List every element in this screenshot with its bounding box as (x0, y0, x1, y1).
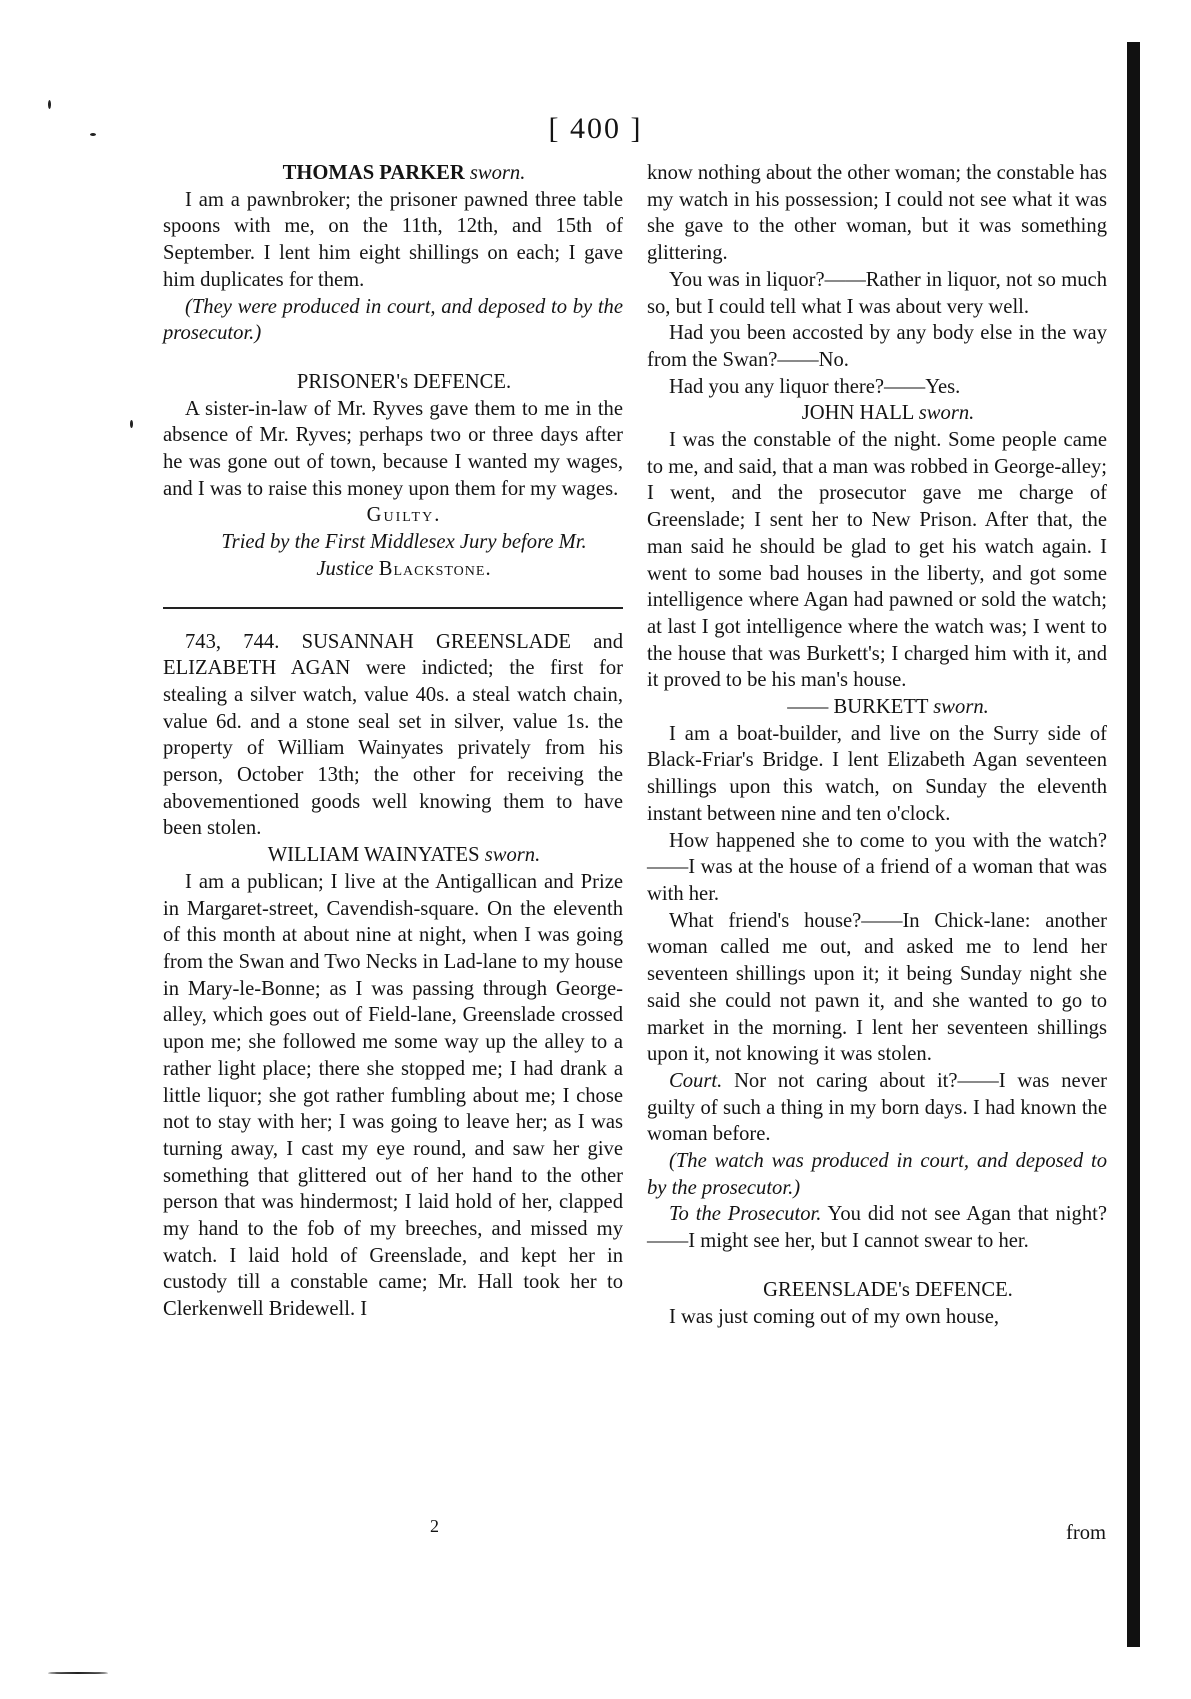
sworn-label: sworn. (918, 402, 975, 425)
witness-name: —— BURKETT (787, 696, 929, 719)
court-label: Court. (669, 1069, 723, 1092)
question-answer: Had you been accosted by any body else in the way from the Swan?——No. (647, 322, 1107, 371)
prosecutor-label: To the Prosecutor. (669, 1203, 822, 1226)
testimony-paragraph: I was the constable of the night. Some people came to me, and said, that a man was robbed in George-alley; I went, and the prosecutor gave me charge of Greenslade; I sent her to New Prison. After that, the man said he should be glad to get his watch again. I went to some bad houses in the liberty, and got some intelligence where Agan had pawned or sold the watch; at last I got intelligence where the watch was; I went to the house that was Burkett's; I charged him with it, and it proved to be his man's house. (647, 429, 1107, 692)
sworn-label: sworn. (484, 844, 541, 867)
judge-line (163, 556, 623, 583)
prosecutor-text: You did not see Agan that night?——I might see her, but I cannot swear to her. (647, 1203, 1107, 1253)
witness-name: WILLIAM WAINYATES (267, 844, 480, 867)
testimony-paragraph: I am a boat-builder, and live on the Surry side of Black-Friar's Bridge. I lent Elizabeth Agan seventeen shillings upon this watch, on Sunday the eleventh instant between nine and ten o'clock. (647, 722, 1107, 825)
catchword: from (1066, 1522, 1107, 1544)
witness-heading (163, 160, 623, 187)
witness-name: THOMAS PARKER (282, 162, 465, 184)
scan-edge-shadow (1127, 42, 1140, 1647)
testimony-paragraph: I am a publican; I live at the Antigallican and Prize in Margaret-street, Cavendish-square. On the eleventh of this month at about nine at night, when I was going from the Swan and Two Necks in Lad-lane to my house in Mary-le-Bonne; as I was passing through George-alley, which goes out of Field-lane, Greenslade crossed upon me; she followed me some way up the alley to a rather light place; there she stopped me; I had drank a little liquor; she got rather fumbling about me; I chose not to stay with her; I was going to leave her; as I was turning away, I cast my eye round, and saw her give something that glittered out of her hand to the other person that was hindermost; I laid hold of her, clapped my hand to the fob of my breeches, and missed my watch. I laid hold of Greenslade, and kept her in custody till a constable came; Mr. Hall took her to Clerkenwell Bridewell. I (163, 870, 623, 1321)
scan-speck (48, 1672, 108, 1674)
witness-heading (163, 842, 623, 869)
witness-name: JOHN HALL (801, 402, 914, 425)
sworn-label: sworn. (933, 696, 989, 719)
court-question (647, 1068, 1107, 1148)
case-header (163, 629, 623, 843)
defence-heading: GREENSLADE's DEFENCE. (763, 1278, 1013, 1301)
witness-heading (647, 400, 1107, 427)
judge-name: Blackstone. (378, 557, 492, 580)
section-rule (163, 607, 623, 609)
court-text: Nor not caring about it?——I was never guilty of such a thing in my born days. I had known the woman before. (647, 1069, 1107, 1146)
case-number: 743, 744. (185, 630, 280, 653)
verdict: Guilty. (366, 504, 442, 527)
witness-heading (647, 694, 1107, 721)
defence-paragraph: A sister-in-law of Mr. Ryves gave them to me in the absence of Mr. Ryves; perhaps two or three days after he was gone out of town, because I wanted my wages, and I was to raise this money upon them for my wages. (163, 397, 623, 500)
scan-speck (48, 100, 51, 109)
case-indictment: SUSANNAH GREENSLADE and ELIZABETH AGAN were indicted; the first for stealing a silver watch, value 40s. a steal watch chain, value 6d. and a stone seal set in silver, value 1s. the property of William Wainyates privately from his person, October 13th; the other for receiving the abovementioned goods well knowing them to have been stolen. (163, 630, 623, 840)
printer-signature: 2 (430, 1516, 439, 1536)
question-answer: Had you any liquor there?——Yes. (669, 375, 961, 398)
court-note: (The watch was produced in court, and deposed to by the prosecutor.) (647, 1150, 1107, 1199)
right-column (647, 160, 1107, 1330)
question-answer: What friend's house?——In Chick-lane: another woman called me out, and asked me to lend her seventeen shillings upon it; it being Sunday night she said she could not pawn it, and she wanted to go to market in the morning. I lent her seventeen shillings upon it, not knowing it was stolen. (647, 909, 1107, 1066)
judge-title: Justice (316, 557, 374, 580)
court-note: (They were produced in court, and deposed to by the prosecutor.) (163, 295, 623, 345)
testimony-paragraph: I am a pawnbroker; the prisoner pawned three table spoons with me, on the 11th, 12th, and 15th of September. I lent him eight shillings on each; I gave him duplicates for them. (163, 188, 623, 291)
jury-line: Tried by the First Middlesex Jury before Mr. (221, 531, 587, 554)
defence-paragraph: I was just coming out of my own house, (669, 1305, 1000, 1328)
question-answer: How happened she to come to you with the watch?——I was at the house of a friend of a woman that was with her. (647, 829, 1107, 905)
page-number: [ 400 ] (548, 112, 643, 145)
prosecutor-question (647, 1201, 1107, 1254)
question-answer: You was in liquor?——Rather in liquor, not so much so, but I could tell what I was about very well. (647, 268, 1107, 318)
testimony-continuation: know nothing about the other woman; the constable has my watch in his possession; I could not see what it was she gave to the other woman, but it was something glittering. (647, 162, 1107, 265)
scan-speck (130, 420, 133, 428)
left-column (163, 160, 623, 1323)
sworn-label: sworn. (469, 162, 526, 184)
defence-heading: PRISONER's DEFENCE. (296, 370, 512, 393)
